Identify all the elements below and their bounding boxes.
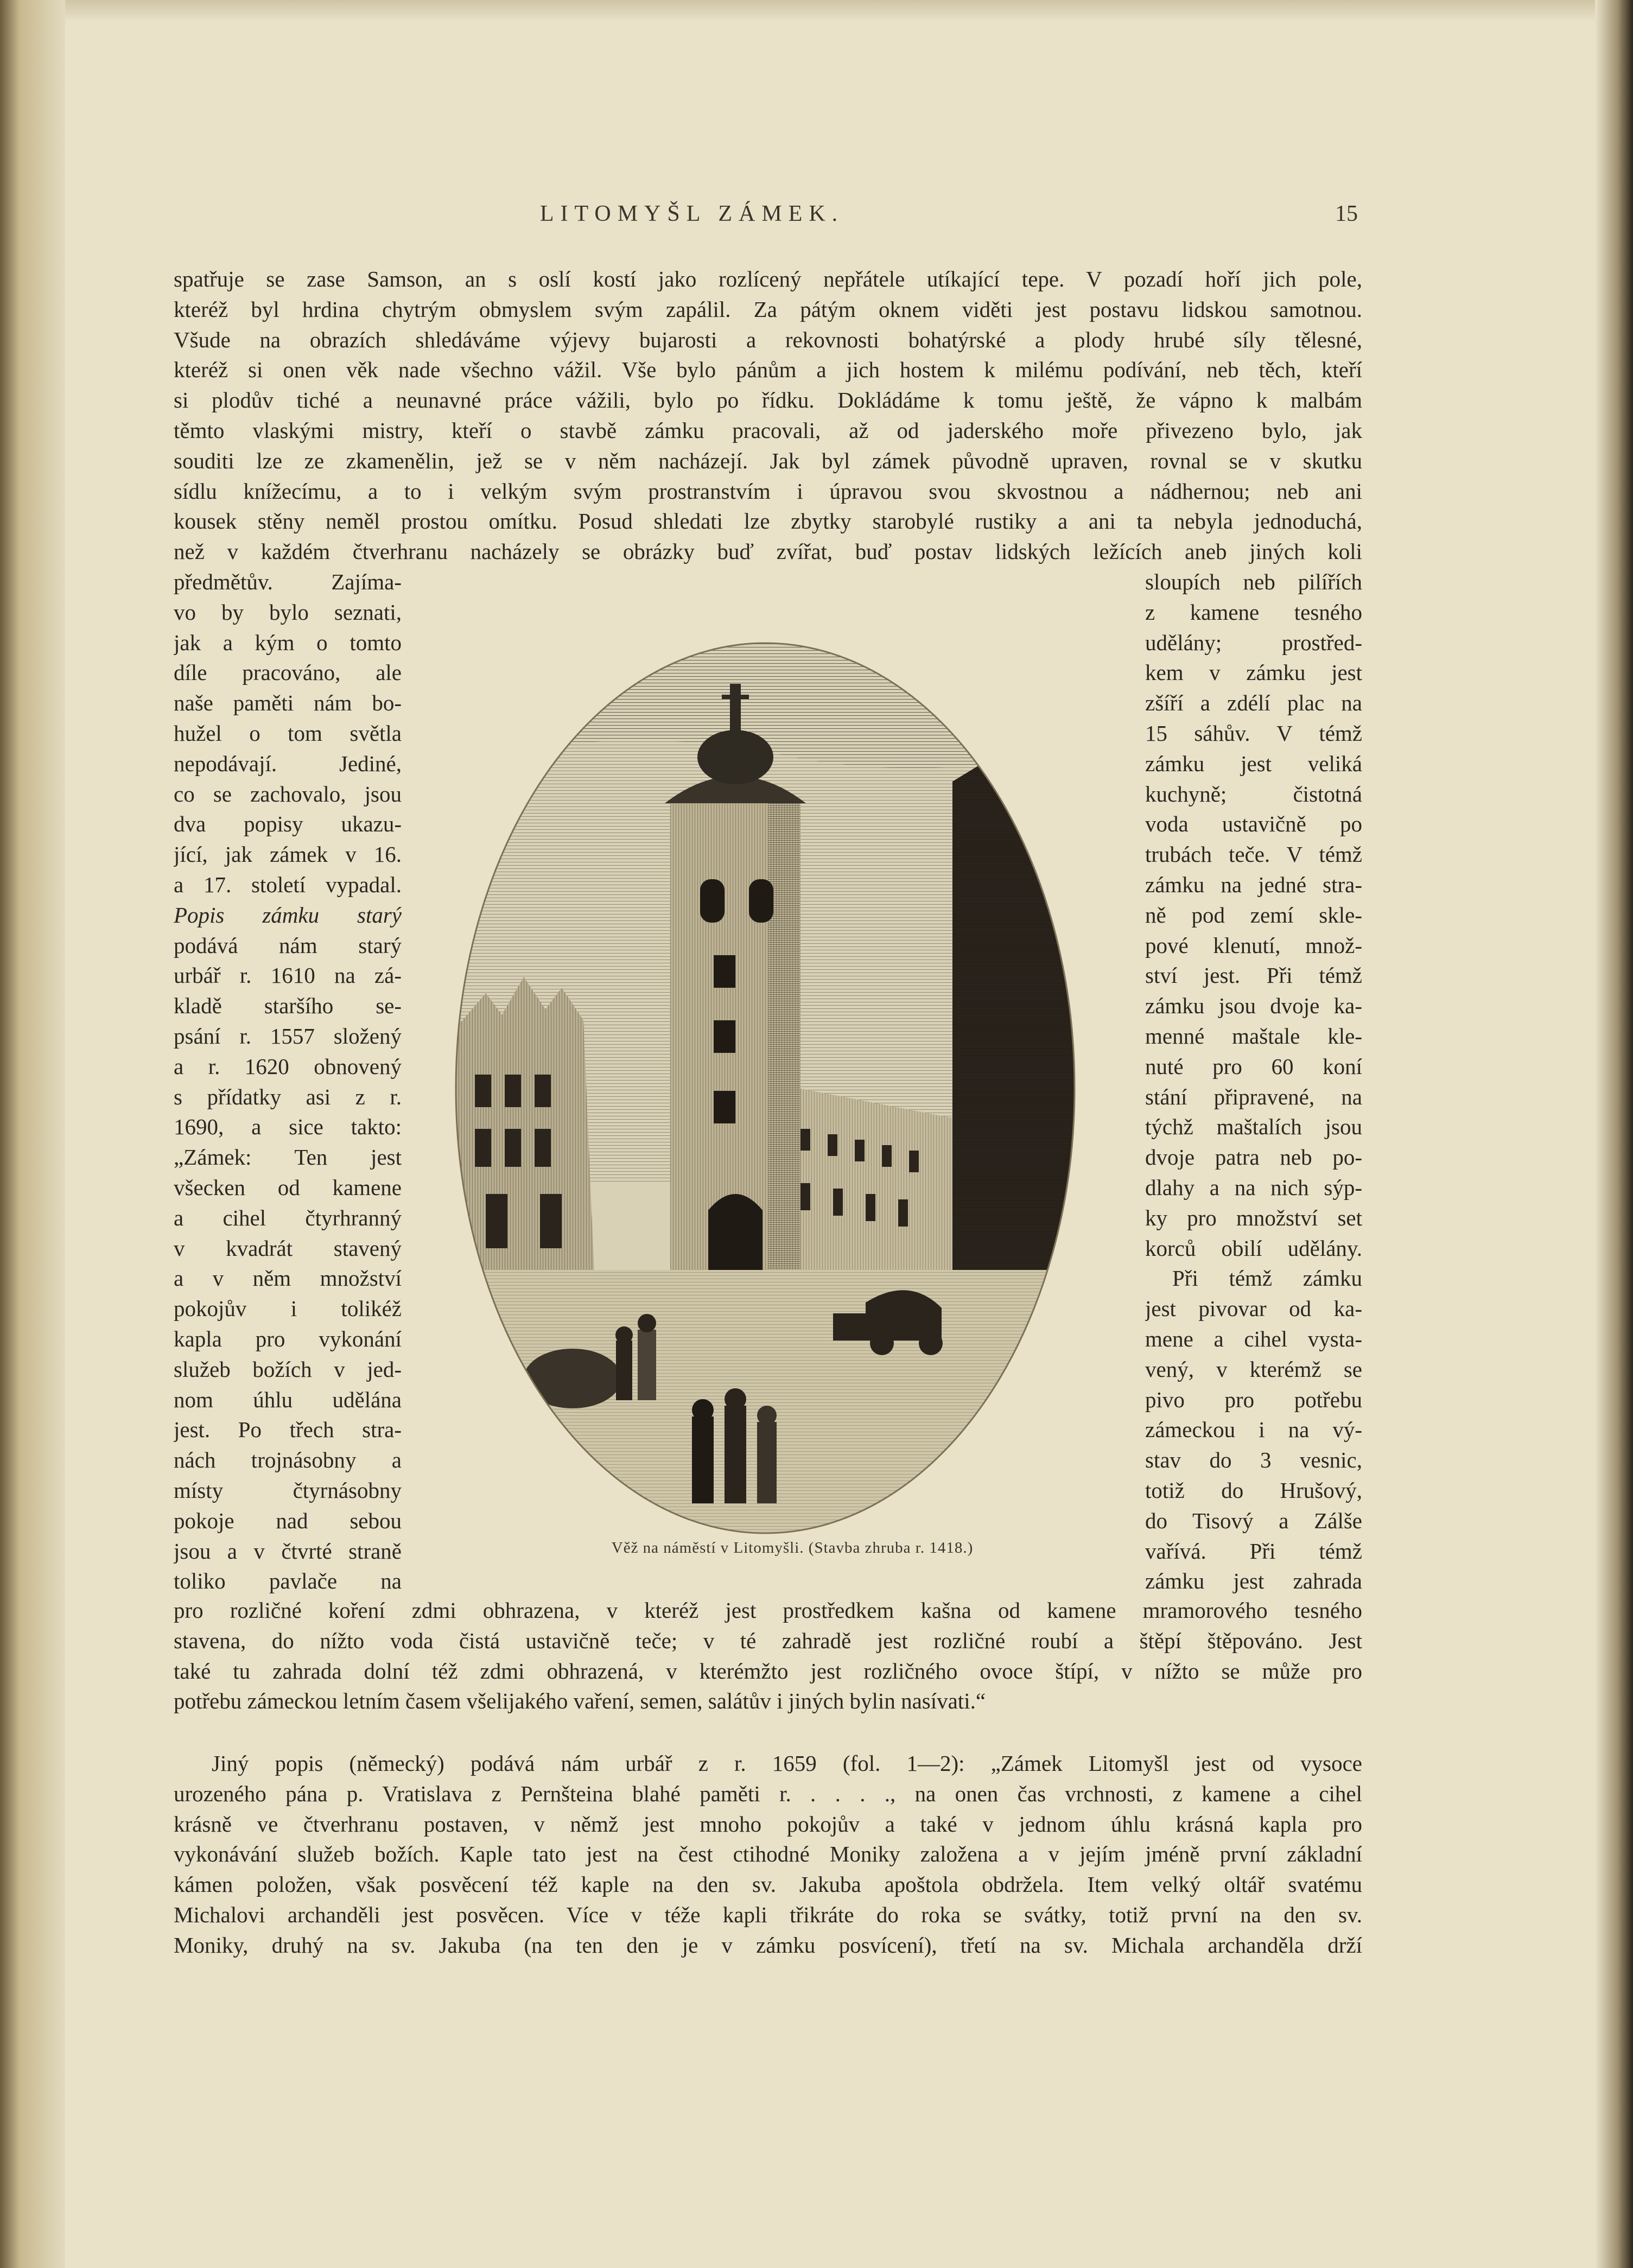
text-line: než v každém čtverhranu nacházely se obrázky buď zvířat, buď postav lidských ležících aneb jiných koli [174,539,1362,564]
text-line: kousek stěny neměl prostou omítku. Posud shledati lze zbytky starobylé rustiky a ani ta nebyla jednoduchá, [174,509,1362,534]
page-outer-edge [1595,0,1633,2268]
text-line: sloupích neb pilířích [1145,569,1362,594]
text-line: předmětův. Zajíma- [174,569,402,594]
text-line: pokojův i tolikéž [174,1296,402,1322]
text-line: stání připravené, na [1145,1084,1362,1109]
text-line: podává nám starý [174,932,402,958]
second-description-paragraph [174,1749,1362,1961]
text-line: naše paměti nám bo- [174,690,402,716]
text-line: těmto vlaskými mistry, kteří o stavbě zámku pracovali, až od jaderského moře přivezeno bylo, jak [174,417,1362,443]
text-line: dva popisy ukazu- [174,811,402,837]
text-line: jest. Po třech stra- [174,1417,402,1443]
text-line: kuchyně; čistotná [1145,781,1362,806]
text-line: zámku jest zahrada [1145,1568,1362,1594]
text-line: zšíří a zdélí plac na [1145,690,1362,716]
text-line: stav do 3 vesnic, [1145,1447,1362,1473]
text-line: a v něm množství [174,1266,402,1291]
text-line: co se zachovalo, jsou [174,781,402,806]
text-line: 15 sáhův. V témž [1145,720,1362,746]
text-line: korců obilí udělány. [1145,1235,1362,1261]
text-line: pro rozličné koření zdmi obhrazena, v kteréž jest prostředkem kašna od kamene mramorového tesného [174,1598,1362,1623]
text-line: a 17. století vypadal. [174,872,402,897]
text-line: dvoje patra neb po- [1145,1145,1362,1170]
text-line: ky pro množství set [1145,1205,1362,1230]
text-line: a r. 1620 obnovený [174,1053,402,1079]
text-line: pové klenutí, množ- [1145,932,1362,958]
text-line: zámeckou i na vý- [1145,1417,1362,1443]
text-line: také tu zahrada dolní též zdmi obhrazená, v kterémžto jest rozličného ovoce štípí, v nížto se může pro [174,1658,1362,1683]
text-line: Jiný popis (německý) podává nám urbář z r. 1659 (fol. 1—2): „Zámek Litomyšl jest od vysoce [212,1751,1362,1776]
text-line: voda ustavičně po [1145,811,1362,837]
text-line: kteréž si onen věk nade všechno vážil. Vše bylo pánům a jich hostem k milému podívání, neb těch, kteří [174,357,1362,383]
text-line: pivo pro potřebu [1145,1387,1362,1412]
text-line: toliko pavlače na [174,1568,402,1594]
page-binding-edge [0,0,65,2268]
text-line: nách trojnásobny a [174,1447,402,1473]
text-line: Moniky, druhý na sv. Jakuba (na ten den je v zámku posvícení), třetí na sv. Michala archanděla drží [174,1932,1362,1958]
text-line: psání r. 1557 složený [174,1023,402,1049]
text-line: totiž do Hrušový, [1145,1477,1362,1503]
text-line: kapla pro vykonání [174,1326,402,1351]
text-line: „Zámek: Ten jest [174,1145,402,1170]
text-line: urozeného pána p. Vratislava z Pernšteina blahé paměti r. . . . ., na onen čas vrchnosti, z kamene a cihel [174,1781,1362,1806]
text-line: jest pivovar od ka- [1145,1296,1362,1322]
text-line: ství jest. Při témž [1145,963,1362,988]
text-line: kteréž byl hrdina chytrým obmyslem svým zapálil. Za pátým oknem viděti jest postavu lidskou samotnou. [174,296,1362,322]
text-line: pokoje nad sebou [174,1508,402,1533]
text-line: nepodávají. Jediné, [174,751,402,776]
text-line: trubách teče. V témž [1145,842,1362,867]
tower-engraving [453,640,1077,1536]
text-line: jící, jak zámek v 16. [174,842,402,867]
page-number: 15 [1335,201,1358,226]
text-line: hužel o tom světla [174,720,402,746]
text-line: a cihel čtyrhranný [174,1205,402,1230]
illustration-caption: Věž na náměstí v Litomyšli. (Stavba zhruba r. 1418.) [611,1539,974,1557]
text-line: potřebu zámeckou letním časem všelijakého vaření, semen, salátův i jiných bylin nasívati.“ [174,1688,986,1714]
text-line: urbář r. 1610 na zá- [174,963,402,988]
text-line: ně pod zemí skle- [1145,902,1362,927]
garden-paragraph [174,1596,1362,1717]
text-line: menné maštale kle- [1145,1023,1362,1049]
text-line: služeb božích v jed- [174,1356,402,1382]
text-line: kladě staršího se- [174,993,402,1019]
text-line: týchž maštalích jsou [1145,1114,1362,1140]
text-line: Michalovi archanděli jest posvěcen. Více v téže kapli třikráte do roka se svátky, totiž první na den sv. [174,1902,1362,1927]
text-line: do Tisový a Zálše [1145,1508,1362,1533]
text-line: vený, v kterémž se [1145,1356,1362,1382]
top-paragraph [174,264,1362,567]
text-line: mene a cihel vysta- [1145,1326,1362,1351]
text-line: si plodův tiché a neunavné práce vážili, bylo po řídku. Dokládáme k tomu ještě, že vápno k malbám [174,387,1362,413]
text-line: dlahy a na nich sýp- [1145,1174,1362,1200]
text-line: nuté pro 60 koní [1145,1053,1362,1079]
right-street-facade [784,1085,952,1275]
text-line: spatřuje se zase Samson, an s oslí kostí jako rozlícený nepřátele utíkající tepe. V pozadí hoří jich pole, [174,266,1362,291]
text-line: zámku jest veliká [1145,751,1362,776]
page-edge-top [0,0,1633,22]
text-line: v kvadrát stavený [174,1235,402,1261]
text-line: souditi lze ze zkamenělin, jež se v něm nacházejí. Jak byl zámek původně upraven, rovnal se v skutku [174,448,1362,473]
text-line: kámen položen, však posvěcení též kaple na den sv. Jakuba apoštola obdržela. Item velký oltář svatému [174,1872,1362,1897]
text-line: stavena, do nížto voda čistá ustavičně teče; v té zahradě jest rozličné roubí a štěpí štěpováno. Jest [174,1628,1362,1653]
text-line: s přídatky asi z r. [174,1084,402,1109]
text-line: vykonávání služeb božích. Kaple tato jest na čest ctihodné Moniky založena a v jejím jméně první základní [174,1841,1362,1867]
running-header: LITOMYŠL ZÁMEK. [539,201,844,226]
text-line: krásně ve čtverhranu postaven, v němž jest mnoho pokojův a také v jednom úhlu krásná kapla pro [174,1811,1362,1837]
left-column [174,567,402,1597]
text-line: všecken od kamene [174,1174,402,1200]
text-line: Při témž zámku [1172,1266,1362,1291]
text-line: jak a kým o tomto [174,630,402,655]
right-column [1145,567,1362,1597]
text-line: vařívá. Při témž [1145,1538,1362,1564]
left-gabled-houses [453,977,594,1275]
text-line: udělány; prostřed- [1145,630,1362,655]
text-line: jsou a v čtvrté straně [174,1538,402,1564]
text-line: z kamene tesného [1145,599,1362,625]
text-line: kem v zámku jest [1145,660,1362,685]
text-line: 1690, a sice takto: [174,1114,402,1140]
text-line: díle pracováno, ale [174,660,402,685]
text-line: zámku na jedné stra- [1145,872,1362,897]
text-line: místy čtyrnásobny [174,1477,402,1503]
text-line: Všude na obrazích shledáváme výjevy bujarosti a rekovnosti bohatýrské a plody hrubé síly tělesné, [174,327,1362,352]
text-line: nom úhlu udělána [174,1387,402,1412]
text-line: sídlu knížecímu, a to i velkým svým prostranstvím i úpravou svou skvostnou a nádhernou; neb ani [174,478,1362,504]
text-line: vo by bylo seznati, [174,599,402,625]
text-line: zámku jsou dvoje ka- [1145,993,1362,1019]
section-heading-popis: Popis zámku starý [174,902,402,927]
